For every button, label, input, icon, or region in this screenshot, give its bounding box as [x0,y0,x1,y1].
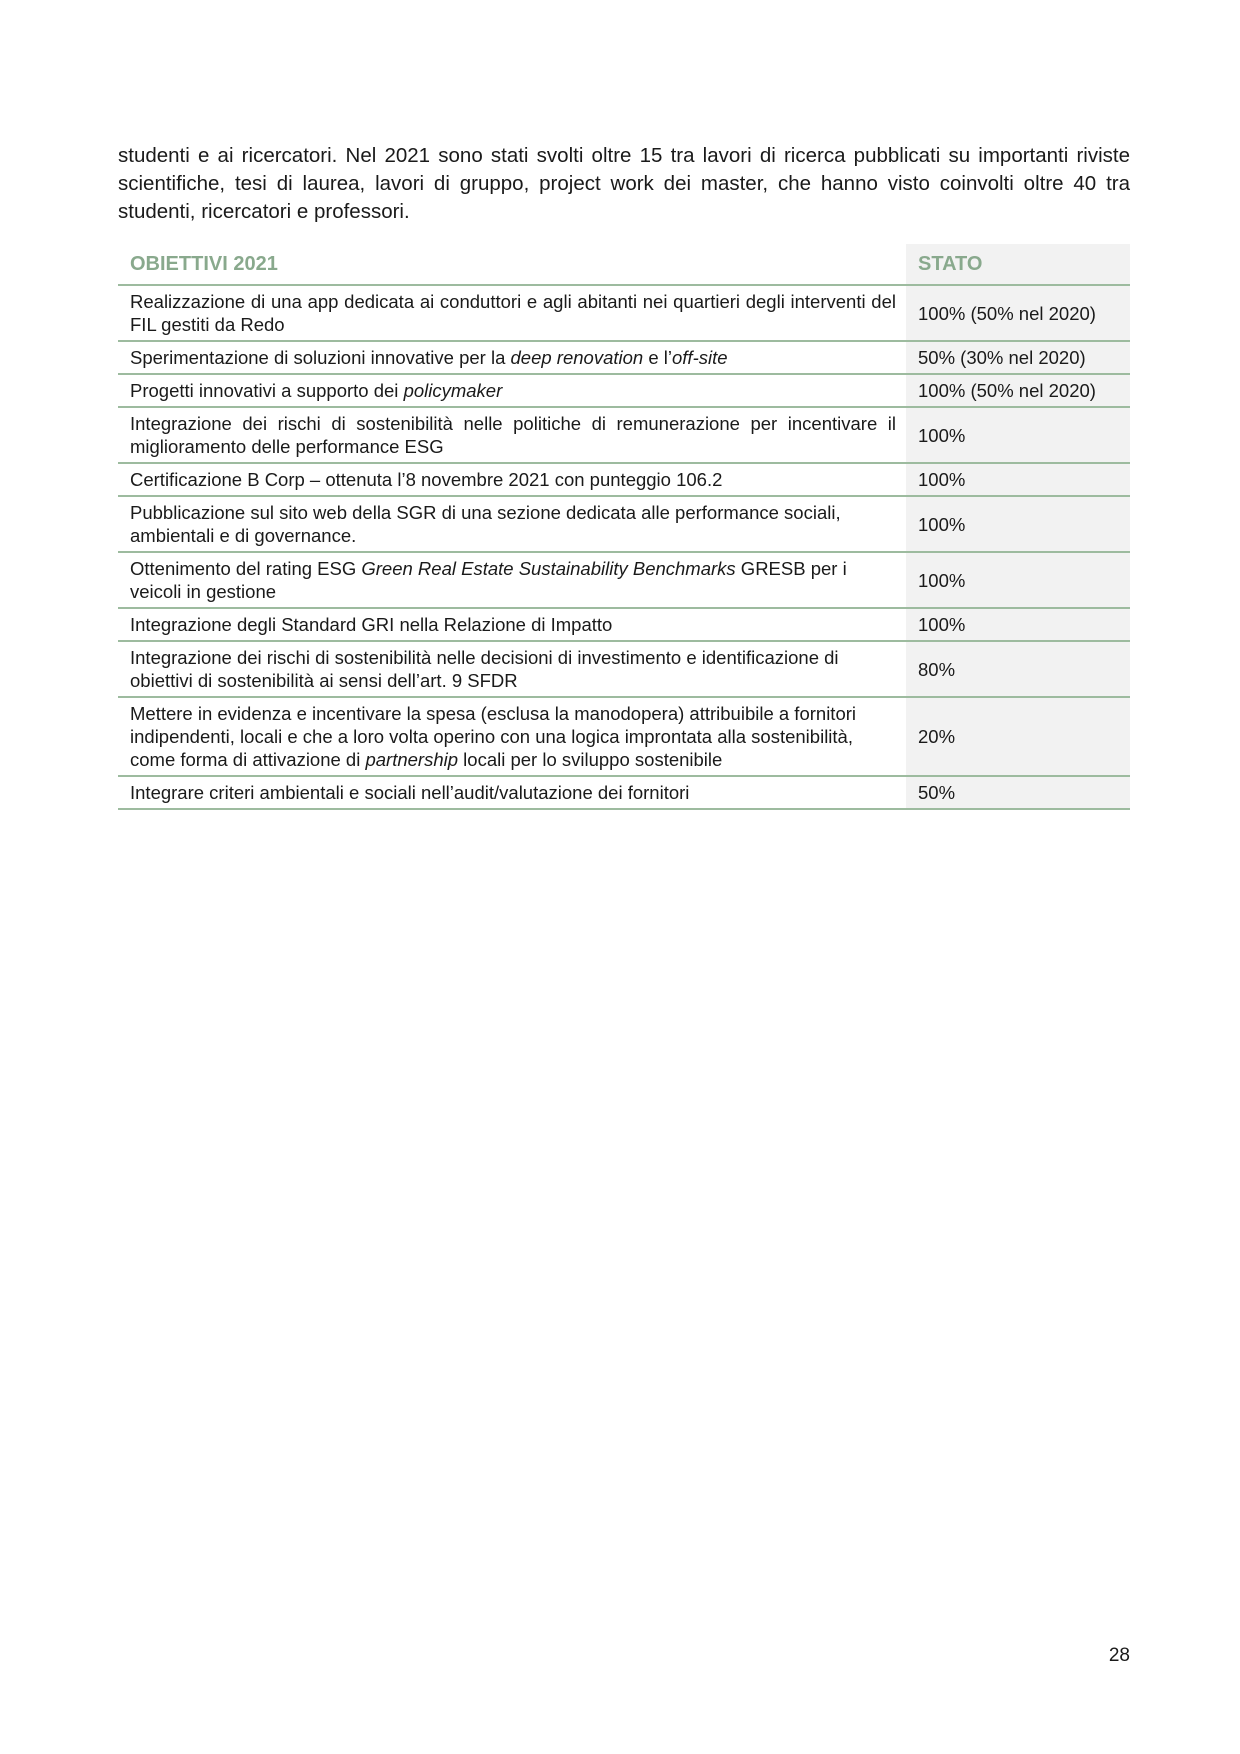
table-row [118,407,1130,463]
status-cell: 50% (30% nel 2020) [906,341,1130,374]
status-cell: 20% [906,697,1130,776]
objective-text: e l’ [643,347,672,368]
objective-cell [118,407,906,463]
objectives-table-body [118,285,1130,809]
objective-cell [118,285,906,341]
objective-text: Mettere in evidenza e incentivare la spesa (esclusa la manodopera) attribuibile a fornitori indipendenti, locali e che a loro volta operino con una logica improntata alla sostenibilità, come forma di attivazione di [130,703,856,770]
objective-text: Certificazione B Corp – ottenuta l’8 novembre 2021 con punteggio 106.2 [130,469,723,490]
objective-text: Ottenimento del rating ESG [130,558,362,579]
objective-cell [118,374,906,407]
header-status: STATO [906,244,1130,285]
status-cell: 100% [906,608,1130,641]
table-row [118,552,1130,608]
table-row [118,496,1130,552]
objective-text: Sperimentazione di soluzioni innovative per la [130,347,511,368]
status-cell: 100% [906,463,1130,496]
table-row [118,285,1130,341]
objective-text: Realizzazione di una app dedicata ai conduttori e agli abitanti nei quartieri degli interventi del FIL gestiti da Redo [130,291,896,335]
objective-text-italic: deep renovation [510,347,644,368]
table-header-row [118,244,1130,285]
objective-text: Pubblicazione sul sito web della SGR di una sezione dedicata alle performance sociali, ambientali e di governance. [130,502,841,546]
table-row [118,463,1130,496]
table-row [118,776,1130,809]
objective-text: Progetti innovativi a supporto dei [130,380,404,401]
objective-text: locali per lo sviluppo sostenibile [458,749,723,770]
objective-cell [118,641,906,697]
objective-cell [118,552,906,608]
objective-cell [118,341,906,374]
status-cell: 100% [906,407,1130,463]
status-cell: 100% [906,496,1130,552]
status-cell: 50% [906,776,1130,809]
table-row [118,374,1130,407]
objective-text: GRESB per i veicoli in gestione [130,558,847,602]
objectives-table [118,244,1130,810]
objective-cell [118,608,906,641]
intro-paragraph: studenti e ai ricercatori. Nel 2021 sono stati svolti oltre 15 tra lavori di ricerca pubblicati su importanti riviste scientifiche, tesi di laurea, lavori di gruppo, project work dei master, che hanno visto coinvolti oltre 40 tra studenti, ricercatori e professori. [118,144,1130,223]
objective-text-italic: Green Real Estate Sustainability Benchmarks [361,558,736,579]
status-cell: 80% [906,641,1130,697]
status-cell: 100% (50% nel 2020) [906,374,1130,407]
objective-text: Integrazione dei rischi di sostenibilità nelle decisioni di investimento e identificazione di obiettivi di sostenibilità ai sensi dell’art. 9 SFDR [130,647,839,691]
table-row [118,608,1130,641]
status-cell: 100% (50% nel 2020) [906,285,1130,341]
objective-cell [118,463,906,496]
objective-cell [118,496,906,552]
table-row [118,641,1130,697]
page-content [118,142,1130,810]
objective-cell [118,776,906,809]
header-objectives: OBIETTIVI 2021 [118,244,906,285]
objective-text-italic: partnership [365,749,459,770]
status-cell: 100% [906,552,1130,608]
objective-text: Integrare criteri ambientali e sociali nell’audit/valutazione dei fornitori [130,782,690,803]
objective-text: Integrazione dei rischi di sostenibilità nelle politiche di remunerazione per incentivare il miglioramento delle performance ESG [130,413,896,457]
objective-text-italic: policymaker [403,380,503,401]
objective-text-italic: off-site [672,347,728,368]
objective-cell [118,697,906,776]
table-row [118,341,1130,374]
page-number: 28 [1108,1645,1130,1666]
table-row [118,697,1130,776]
objective-text: Integrazione degli Standard GRI nella Relazione di Impatto [130,614,613,635]
